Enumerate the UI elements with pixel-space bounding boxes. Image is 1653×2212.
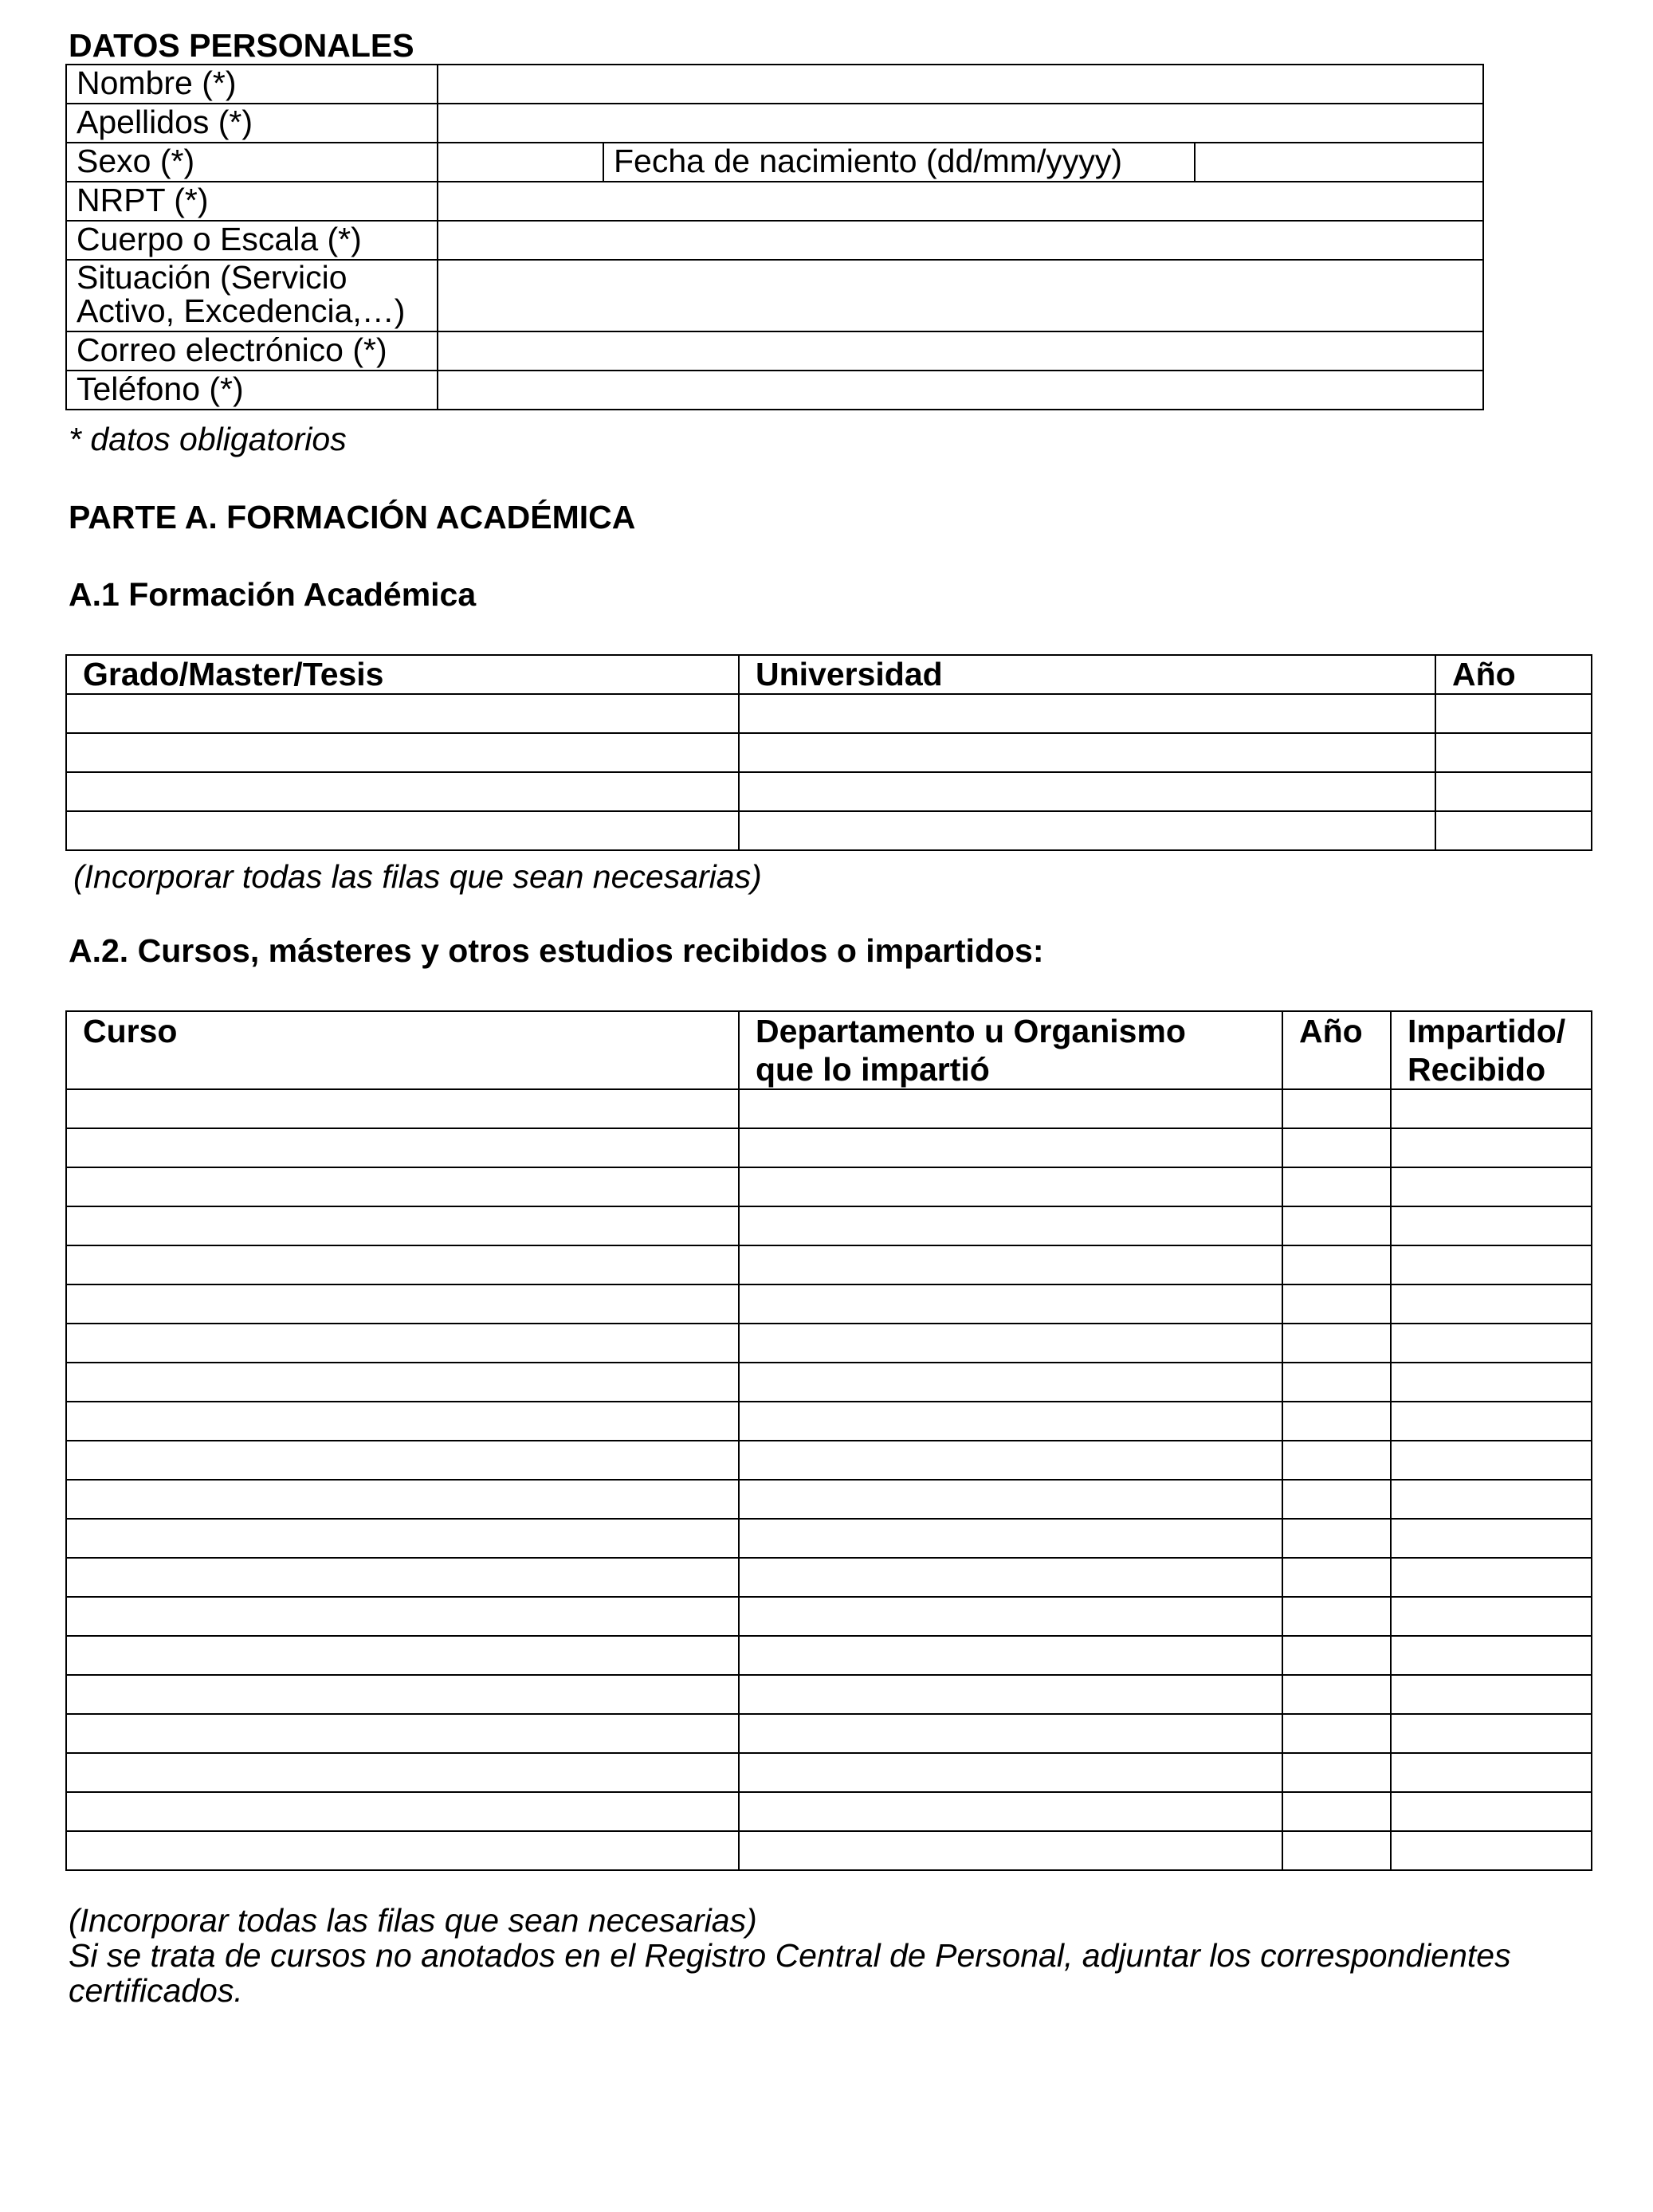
- field-cuerpo[interactable]: [438, 221, 1483, 260]
- academic-table-cell[interactable]: [739, 811, 1435, 850]
- courses-table-cell[interactable]: [1282, 1402, 1391, 1441]
- academic-table-cell[interactable]: [66, 733, 739, 772]
- courses-table-cell[interactable]: [1282, 1519, 1391, 1558]
- courses-table-cell[interactable]: [66, 1597, 739, 1636]
- courses-table-row: [66, 1558, 1592, 1597]
- courses-table-cell[interactable]: [1282, 1636, 1391, 1675]
- courses-table-row: [66, 1167, 1592, 1206]
- a2-note2-line2: certificados.: [69, 1972, 243, 2009]
- courses-table-cell[interactable]: [66, 1363, 739, 1402]
- courses-table-cell[interactable]: [1391, 1636, 1592, 1675]
- courses-table-cell[interactable]: [1282, 1831, 1391, 1870]
- field-nrpt[interactable]: [438, 182, 1483, 221]
- col-departamento: [739, 1011, 1282, 1089]
- academic-table-cell[interactable]: [1435, 694, 1592, 733]
- academic-table-row: [66, 811, 1592, 850]
- courses-table-cell[interactable]: [1391, 1402, 1592, 1441]
- parte-a-heading: PARTE A. FORMACIÓN ACADÉMICA: [69, 499, 636, 535]
- courses-table-cell[interactable]: [739, 1636, 1282, 1675]
- courses-table-cell[interactable]: [1282, 1167, 1391, 1206]
- col-universidad: Universidad: [739, 655, 1435, 694]
- courses-table-cell[interactable]: [1282, 1597, 1391, 1636]
- courses-table-cell[interactable]: [66, 1480, 739, 1519]
- courses-table-cell[interactable]: [66, 1441, 739, 1480]
- label-nombre: Nombre (*): [66, 65, 438, 104]
- courses-table-row: [66, 1284, 1592, 1324]
- courses-header-row: [66, 1011, 1592, 1089]
- courses-table-row: [66, 1245, 1592, 1284]
- courses-table-cell[interactable]: [1282, 1558, 1391, 1597]
- courses-table-cell[interactable]: [739, 1597, 1282, 1636]
- courses-table-cell[interactable]: [1282, 1284, 1391, 1324]
- row-nombre: [66, 65, 1483, 104]
- courses-table-cell[interactable]: [739, 1519, 1282, 1558]
- academic-table-row: [66, 694, 1592, 733]
- courses-table-cell[interactable]: [66, 1753, 739, 1792]
- field-fecha-nacimiento[interactable]: [1195, 143, 1483, 182]
- label-situacion: [66, 260, 438, 331]
- row-telefono: [66, 371, 1483, 410]
- col-impartido-line2: Recibido: [1408, 1051, 1546, 1088]
- courses-table-cell[interactable]: [1391, 1519, 1592, 1558]
- courses-table-cell[interactable]: [66, 1792, 739, 1831]
- courses-table-row: [66, 1128, 1592, 1167]
- courses-table-row: [66, 1089, 1592, 1128]
- courses-table-cell[interactable]: [1391, 1831, 1592, 1870]
- courses-table-row: [66, 1675, 1592, 1714]
- courses-table-cell[interactable]: [66, 1167, 739, 1206]
- academic-table-cell[interactable]: [1435, 811, 1592, 850]
- courses-table-cell[interactable]: [1391, 1792, 1592, 1831]
- a2-note: (Incorporar todas las filas que sean necesarias): [69, 1902, 757, 1939]
- courses-table-cell[interactable]: [1391, 1441, 1592, 1480]
- courses-table-row: [66, 1480, 1592, 1519]
- label-situacion-line2: Activo, Excedencia,…): [77, 292, 406, 329]
- academic-table-row: [66, 772, 1592, 811]
- courses-table-cell[interactable]: [66, 1245, 739, 1284]
- field-situacion[interactable]: [438, 260, 1483, 331]
- courses-table-cell[interactable]: [1391, 1245, 1592, 1284]
- courses-table-cell[interactable]: [1391, 1206, 1592, 1245]
- courses-table-cell[interactable]: [66, 1714, 739, 1753]
- courses-table-cell[interactable]: [1282, 1753, 1391, 1792]
- row-nrpt: [66, 182, 1483, 221]
- courses-table-cell[interactable]: [739, 1167, 1282, 1206]
- academic-table-cell[interactable]: [1435, 772, 1592, 811]
- courses-table-cell[interactable]: [1282, 1089, 1391, 1128]
- row-situacion: [66, 260, 1483, 331]
- mandatory-note: * datos obligatorios: [69, 421, 347, 457]
- courses-table-cell[interactable]: [66, 1206, 739, 1245]
- personal-data-heading: DATOS PERSONALES: [69, 27, 414, 64]
- courses-table-cell[interactable]: [1391, 1480, 1592, 1519]
- courses-table-cell[interactable]: [1282, 1128, 1391, 1167]
- personal-data-table: [65, 64, 1484, 410]
- courses-table-cell[interactable]: [739, 1245, 1282, 1284]
- courses-table-cell[interactable]: [1282, 1441, 1391, 1480]
- field-apellidos[interactable]: [438, 104, 1483, 143]
- courses-table-cell[interactable]: [1391, 1089, 1592, 1128]
- label-correo: Correo electrónico (*): [66, 331, 438, 371]
- courses-table-cell[interactable]: [1391, 1597, 1592, 1636]
- courses-table-cell[interactable]: [1282, 1324, 1391, 1363]
- label-telefono: Teléfono (*): [66, 371, 438, 410]
- courses-table-cell[interactable]: [739, 1558, 1282, 1597]
- courses-table-cell[interactable]: [1391, 1324, 1592, 1363]
- courses-table-row: [66, 1792, 1592, 1831]
- label-situacion-line1: Situación (Servicio: [77, 259, 347, 296]
- col-departamento-line2: que lo impartió: [756, 1051, 990, 1088]
- courses-table-row: [66, 1753, 1592, 1792]
- row-sexo: [66, 143, 1483, 182]
- col-impartido: [1391, 1011, 1592, 1089]
- courses-table-cell[interactable]: [739, 1284, 1282, 1324]
- courses-table-cell[interactable]: [1391, 1753, 1592, 1792]
- academic-table-cell[interactable]: [66, 811, 739, 850]
- courses-table-row: [66, 1441, 1592, 1480]
- courses-table-cell[interactable]: [1282, 1480, 1391, 1519]
- courses-table-cell[interactable]: [739, 1480, 1282, 1519]
- courses-table-cell[interactable]: [66, 1675, 739, 1714]
- courses-table-cell[interactable]: [1391, 1558, 1592, 1597]
- academic-table-cell[interactable]: [66, 694, 739, 733]
- field-sexo[interactable]: [438, 143, 603, 182]
- label-fecha-nacimiento: Fecha de nacimiento (dd/mm/yyyy): [603, 143, 1195, 182]
- col-grado: Grado/Master/Tesis: [66, 655, 739, 694]
- courses-table-cell[interactable]: [1391, 1714, 1592, 1753]
- col-anio: Año: [1435, 655, 1592, 694]
- courses-table-cell[interactable]: [1391, 1363, 1592, 1402]
- row-cuerpo: [66, 221, 1483, 260]
- academic-table-cell[interactable]: [739, 694, 1435, 733]
- academic-header-row: [66, 655, 1592, 694]
- courses-table-cell[interactable]: [1282, 1245, 1391, 1284]
- col-departamento-line1: Departamento u Organismo: [756, 1013, 1186, 1049]
- courses-table-cell[interactable]: [1391, 1675, 1592, 1714]
- academic-table-cell[interactable]: [1435, 733, 1592, 772]
- a1-note: (Incorporar todas las filas que sean necesarias): [73, 858, 762, 895]
- label-cuerpo: Cuerpo o Escala (*): [66, 221, 438, 260]
- academic-table-cell[interactable]: [739, 772, 1435, 811]
- courses-table-cell[interactable]: [739, 1675, 1282, 1714]
- a2-notes: [69, 1903, 1511, 2008]
- courses-table-cell[interactable]: [739, 1363, 1282, 1402]
- field-nombre[interactable]: [438, 65, 1483, 104]
- field-telefono[interactable]: [438, 371, 1483, 410]
- courses-table-cell[interactable]: [739, 1128, 1282, 1167]
- a2-heading: A.2. Cursos, másteres y otros estudios recibidos o impartidos:: [69, 932, 1044, 969]
- academic-table-cell[interactable]: [739, 733, 1435, 772]
- courses-table-cell[interactable]: [66, 1519, 739, 1558]
- courses-table-cell[interactable]: [1282, 1363, 1391, 1402]
- col-impartido-line1: Impartido/: [1408, 1013, 1566, 1049]
- courses-table-cell[interactable]: [739, 1402, 1282, 1441]
- courses-table-cell[interactable]: [739, 1792, 1282, 1831]
- courses-table-cell[interactable]: [66, 1402, 739, 1441]
- courses-table-cell[interactable]: [1282, 1206, 1391, 1245]
- courses-table-cell[interactable]: [66, 1284, 739, 1324]
- courses-table-cell[interactable]: [739, 1714, 1282, 1753]
- a2-note2-line1: Si se trata de cursos no anotados en el Registro Central de Personal, adjuntar los correspondientes: [69, 1937, 1511, 1974]
- courses-table-cell[interactable]: [66, 1324, 739, 1363]
- courses-table-cell[interactable]: [739, 1206, 1282, 1245]
- courses-table-cell[interactable]: [66, 1089, 739, 1128]
- courses-table-row: [66, 1363, 1592, 1402]
- academic-table-cell[interactable]: [66, 772, 739, 811]
- courses-table-cell[interactable]: [1391, 1128, 1592, 1167]
- courses-table-cell[interactable]: [739, 1831, 1282, 1870]
- courses-table-cell[interactable]: [66, 1831, 739, 1870]
- academic-table-row: [66, 733, 1592, 772]
- label-nrpt: NRPT (*): [66, 182, 438, 221]
- courses-table-cell[interactable]: [1391, 1167, 1592, 1206]
- a1-heading: A.1 Formación Académica: [69, 576, 477, 613]
- row-correo: [66, 331, 1483, 371]
- courses-table-row: [66, 1519, 1592, 1558]
- courses-table-row: [66, 1597, 1592, 1636]
- courses-table-cell[interactable]: [739, 1441, 1282, 1480]
- courses-table-cell[interactable]: [66, 1128, 739, 1167]
- courses-table-row: [66, 1831, 1592, 1870]
- courses-table-cell[interactable]: [1391, 1284, 1592, 1324]
- courses-table-row: [66, 1636, 1592, 1675]
- courses-table-cell[interactable]: [1282, 1792, 1391, 1831]
- courses-table-row: [66, 1402, 1592, 1441]
- label-apellidos: Apellidos (*): [66, 104, 438, 143]
- label-sexo: Sexo (*): [66, 143, 438, 182]
- courses-table-cell[interactable]: [739, 1089, 1282, 1128]
- row-apellidos: [66, 104, 1483, 143]
- courses-table-cell[interactable]: [1282, 1714, 1391, 1753]
- courses-table-row: [66, 1714, 1592, 1753]
- courses-table: [65, 1010, 1592, 1871]
- courses-table-cell[interactable]: [739, 1753, 1282, 1792]
- courses-table-cell[interactable]: [66, 1558, 739, 1597]
- courses-table-cell[interactable]: [1282, 1675, 1391, 1714]
- col-curso: Curso: [66, 1011, 739, 1089]
- academic-table: [65, 654, 1592, 851]
- courses-table-cell[interactable]: [739, 1324, 1282, 1363]
- col-anio: Año: [1282, 1011, 1391, 1089]
- field-correo[interactable]: [438, 331, 1483, 371]
- courses-table-cell[interactable]: [66, 1636, 739, 1675]
- courses-table-row: [66, 1206, 1592, 1245]
- courses-table-row: [66, 1324, 1592, 1363]
